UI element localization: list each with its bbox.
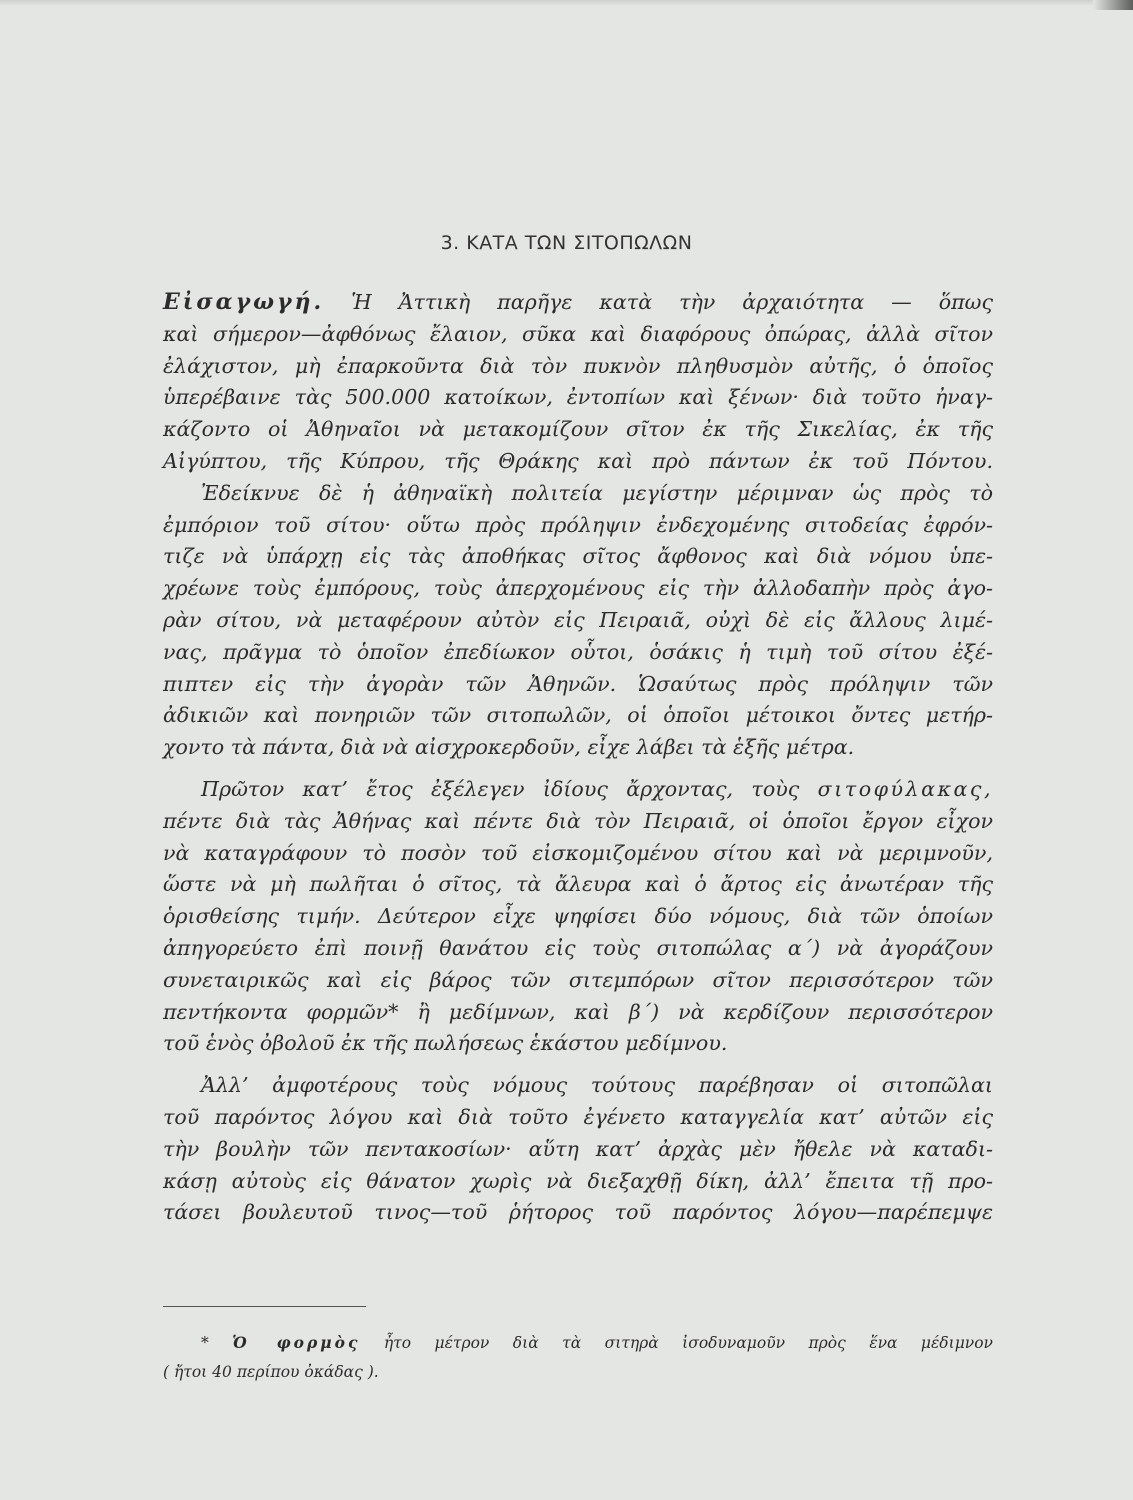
footnote-divider (163, 1306, 366, 1307)
paragraph-2-line-7: πιπτεν εἰς τὴν ἀγορὰν τῶν Ἀθηνῶν. Ὡσαύτως πρὸς πρόληψιν τῶν (163, 671, 993, 696)
paragraph-2-line-6: νας, πρᾶγμα τὸ ὁποῖον ἐπεδίωκον οὗτοι, ὁσάκις ἡ τιμὴ τοῦ σίτου ἐξέ- (163, 639, 993, 664)
paragraph-1-line-3: ἐλάχιστον, μὴ ἐπαρκοῦντα διὰ τὸν πυκνὸν πληθυσμὸν αὐτῆς, ὁ ὁποῖος (163, 353, 993, 378)
paragraph-4-line-2: τοῦ παρόντος λόγου καὶ διὰ τοῦτο ἐγένετο καταγγελία κατ’ αὐτῶν εἰς (163, 1104, 993, 1129)
introduction-label: Εἰσαγωγή. (163, 289, 325, 315)
paragraph-3-line-8: πεντήκοντα φορμῶν* ἢ μεδίμνων, καὶ β΄) νὰ κερδίζουν περισσότερον (163, 999, 993, 1024)
paragraph-2-line-8: ἀδικιῶν καὶ πονηριῶν τῶν σιτοπωλῶν, οἱ ὁποῖοι μέτοικοι ὄντες μετήρ- (163, 703, 993, 728)
paragraph-2-line-1: Ἐδείκνυε δὲ ἡ ἀθηναϊκὴ πολιτεία μεγίστην μέριμναν ὡς πρὸς τὸ (201, 480, 993, 505)
paragraph-4-line-3: τὴν βουλὴν τῶν πεντακοσίων· αὕτη κατ’ ἀρχὰς μὲν ἤθελε νὰ καταδι- (163, 1136, 993, 1161)
paragraph-4-line-5: τάσει βουλευτοῦ τινος—τοῦ ῥήτορος τοῦ παρόντος λόγου—παρέπεμψε (163, 1200, 993, 1225)
paragraph-3-line-9: τοῦ ἑνὸς ὀβολοῦ ἐκ τῆς πωλήσεως ἑκάστου μεδίμνου. (163, 1031, 728, 1056)
footnote-line-1: * Ὁ φορμὸς ἦτο μέτρον διὰ τὰ σιτηρὰ ἰσοδυναμοῦν πρὸς ἕνα μέδιμνον (201, 1333, 993, 1352)
paragraph-2-line-2: ἐμπόριον τοῦ σίτου· οὕτω πρὸς πρόληψιν ἐνδεχομένης σιτοδείας ἐφρόν- (163, 512, 993, 537)
paragraph-1-line-4: ὑπερέβαινε τὰς 500.000 κατοίκων, ἐντοπίων καὶ ξένων· διὰ τοῦτο ἠναγ- (163, 385, 993, 410)
paragraph-3-line-6: ἀπηγορεύετο ἐπὶ ποινῇ θανάτου εἰς τοὺς σιτοπώλας α΄) νὰ ἀγοράζουν (163, 935, 993, 960)
footnote-line-2: ( ἤτοι 40 περίπου ὀκάδας ). (163, 1363, 379, 1381)
section-heading: 3. ΚΑΤΑ ΤΩΝ ΣΙΤΟΠΩΛΩΝ (440, 232, 693, 254)
page-corner-shadow (1093, 0, 1133, 10)
paragraph-3-line-1: Πρῶτον κατ’ ἔτος ἐξέλεγεν ἰδίους ἄρχοντας, τοὺς σιτοφύλακας, (201, 776, 993, 801)
body-text (163, 287, 993, 1229)
footnote (163, 1328, 993, 1387)
paragraph-3-line-3: νὰ καταγράφουν τὸ ποσὸν τοῦ εἰσκομιζομένου σίτου καὶ νὰ μεριμνοῦν, (163, 840, 993, 865)
paragraph-1-line-6: Αἰγύπτου, τῆς Κύπρου, τῆς Θράκης καὶ πρὸ πάντων ἐκ τοῦ Πόντου. (163, 448, 993, 473)
paragraph-4-line-1: Ἀλλ’ ἀμφοτέρους τοὺς νόμους τούτους παρέβησαν οἱ σιτοπῶλαι (201, 1073, 993, 1098)
paragraph-1-line-1: Εἰσαγωγή. Ἡ Ἀττικὴ παρῆγε κατὰ τὴν ἀρχαιότητα — ὅπως (163, 289, 994, 315)
paragraph-3-line-7: συνεταιρικῶς καὶ εἰς βάρος τῶν σιτεμπόρων σῖτον περισσότερον τῶν (163, 967, 993, 992)
paragraph-2-line-3: τιζε νὰ ὑπάρχῃ εἰς τὰς ἀποθήκας σῖτος ἄφθονος καὶ διὰ νόμου ὑπε- (163, 544, 993, 569)
paragraph-1-line-5: κάζοντο οἱ Ἀθηναῖοι νὰ μετακομίζουν σῖτον ἐκ τῆς Σικελίας, ἐκ τῆς (163, 417, 993, 442)
paragraph-2-line-9: χοντο τὰ πάντα, διὰ νὰ αἰσχροκερδοῦν, εἶχε λάβει τὰ ἑξῆς μέτρα. (163, 735, 855, 760)
paragraph-3-line-4: ὥστε νὰ μὴ πωλῆται ὁ σῖτος, τὰ ἄλευρα καὶ ὁ ἄρτος εἰς ἀνωτέραν τῆς (163, 872, 993, 897)
sitophylakes-term: σιτοφύλακας, (817, 776, 993, 801)
footnote-mark: * (201, 1334, 209, 1352)
paragraph-3-line-5: ὁρισθείσης τιμήν. Δεύτερον εἶχε ψηφίσει δύο νόμους, διὰ τῶν ὁποίων (163, 904, 993, 929)
paragraph-3-line-2: πέντε διὰ τὰς Ἀθήνας καὶ πέντε διὰ τὸν Πειραιᾶ, οἱ ὁποῖοι ἔργον εἶχον (163, 808, 993, 833)
paragraph-4-line-4: κάσῃ αὐτοὺς εἰς θάνατον χωρὶς νὰ διεξαχθῇ δίκη, ἀλλ’ ἔπειτα τῇ προ- (163, 1168, 993, 1193)
paragraph-1-line-2: καὶ σήμερον—ἀφθόνως ἔλαιον, σῦκα καὶ διαφόρους ὀπώρας, ἀλλὰ σῖτον (163, 321, 993, 346)
page-edge-shadow (0, 0, 1133, 6)
paragraph-2-line-4: χρέωνε τοὺς ἐμπόρους, τοὺς ἀπερχομένους εἰς τὴν ἀλλοδαπὴν πρὸς ἀγο- (163, 576, 993, 601)
paragraph-2-line-5: ρὰν σίτου, νὰ μεταφέρουν αὐτὸν εἰς Πειραιᾶ, οὐχὶ δὲ εἰς ἄλλους λιμέ- (163, 607, 993, 632)
footnote-term: Ὁ φορμὸς (232, 1333, 361, 1352)
